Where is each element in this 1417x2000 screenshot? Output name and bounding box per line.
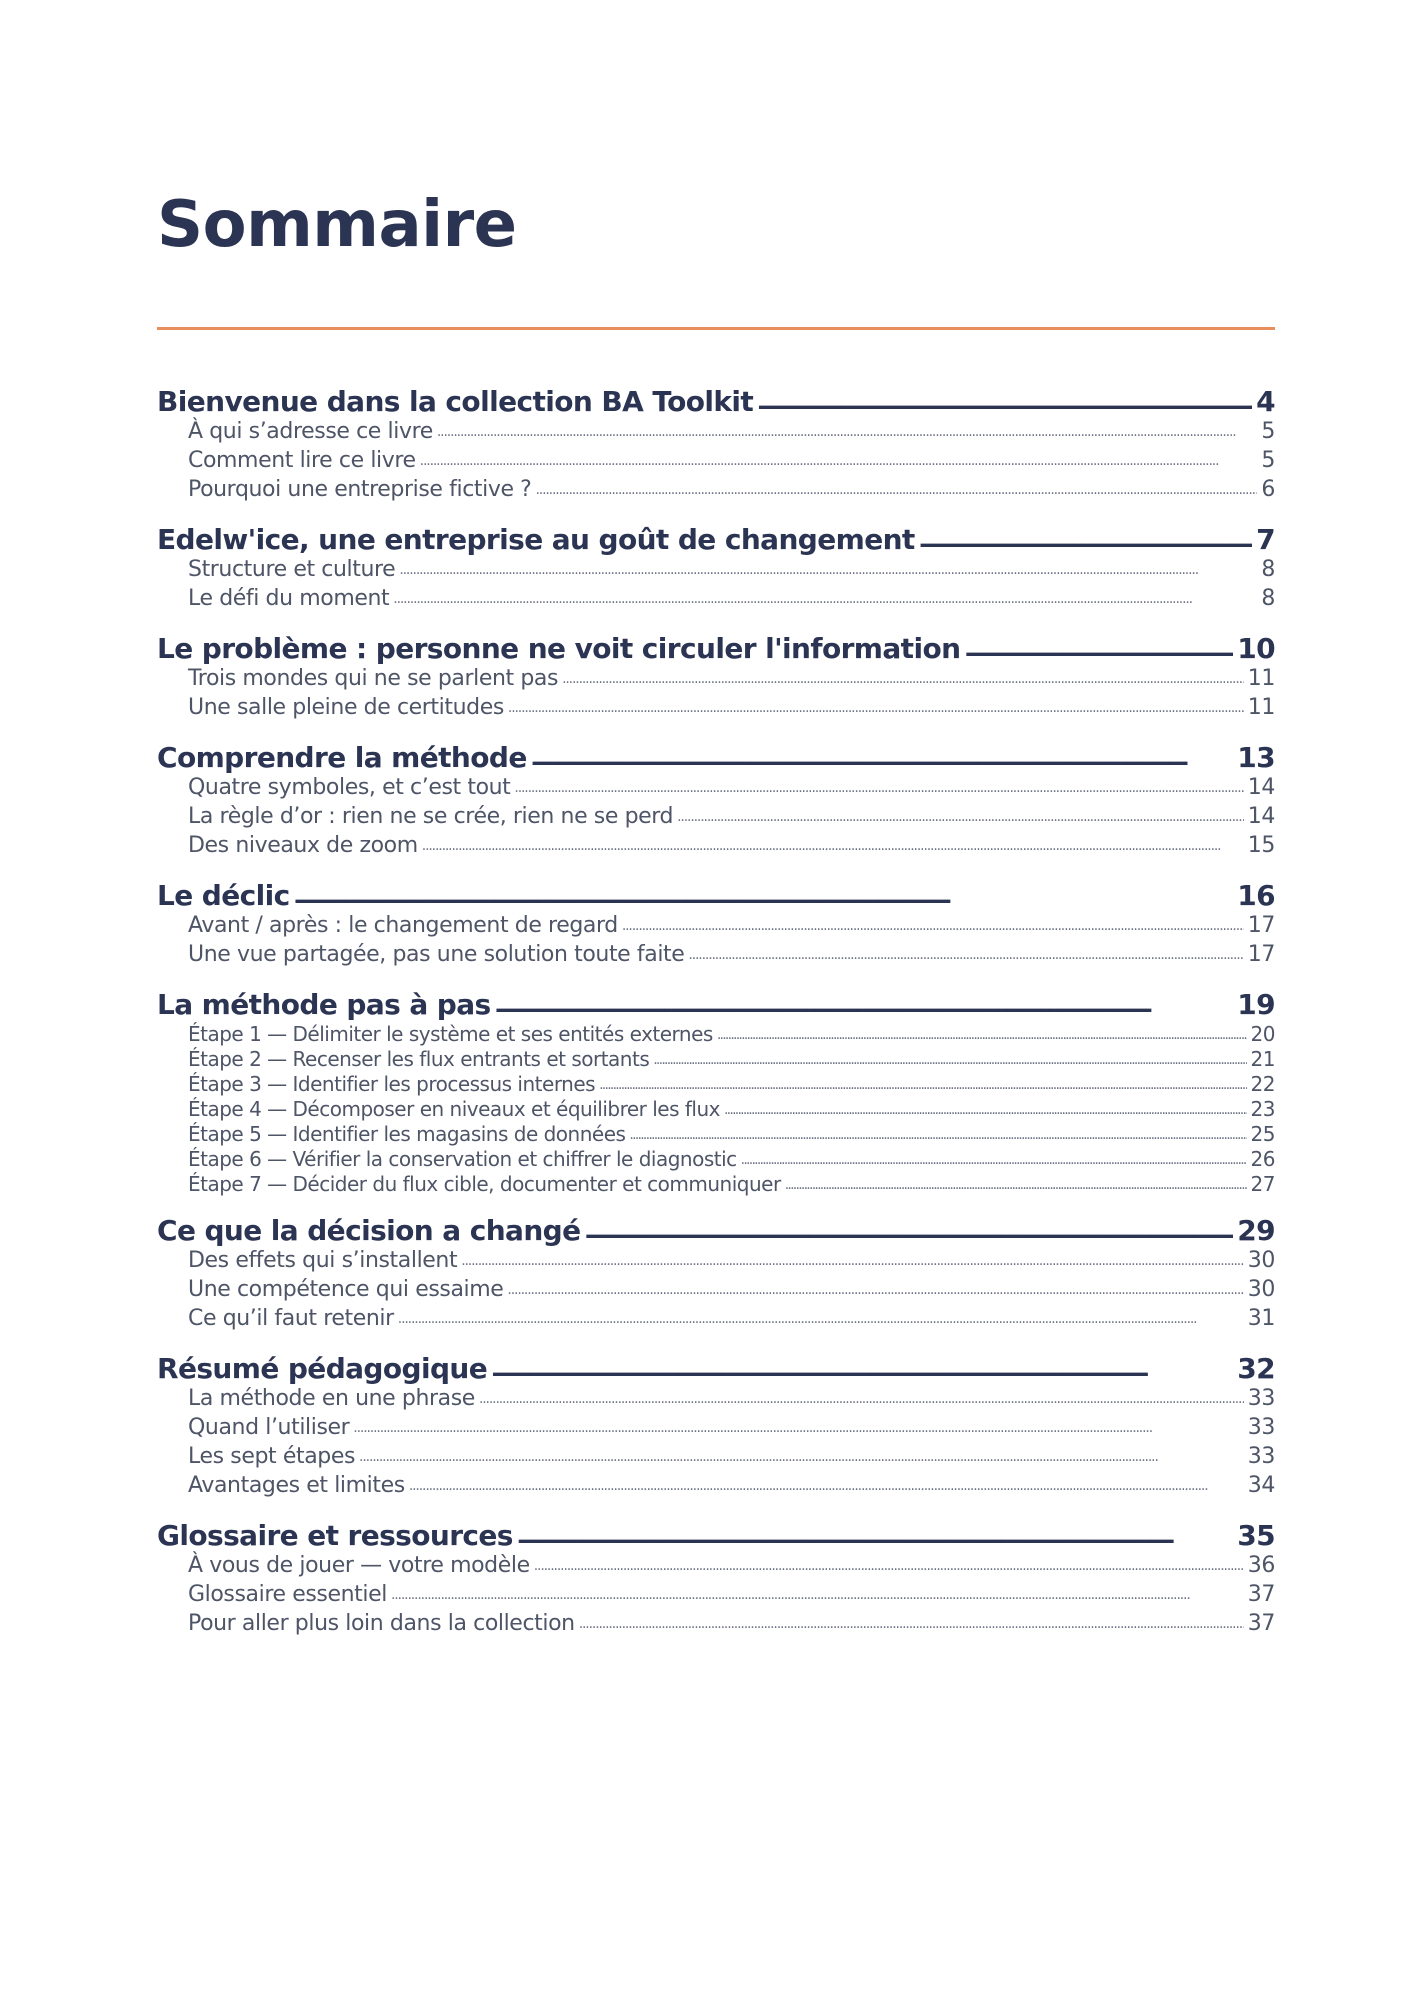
- subsection-title: Structure et culture: [188, 557, 396, 582]
- dot-leader: [461, 1253, 1244, 1269]
- dot-leader: [531, 749, 1234, 770]
- subsection-title: Étape 3 — Identifier les processus internes: [188, 1072, 596, 1096]
- toc-subsection-entry[interactable]: [157, 1473, 1275, 1502]
- subsection-page-number: 6: [1261, 477, 1275, 502]
- subsection-title: Le défi du moment: [188, 586, 390, 611]
- chapter-title: Glossaire et ressources: [157, 1519, 513, 1552]
- chapter-page-number: 32: [1237, 1352, 1275, 1385]
- subsection-title: Une compétence qui essaime: [188, 1277, 504, 1302]
- subsection-title: À vous de jouer — votre modèle: [188, 1553, 530, 1578]
- subsection-title: La méthode en une phrase: [188, 1386, 475, 1411]
- chapter-page-number: 35: [1237, 1519, 1275, 1552]
- subsection-page-number: 36: [1247, 1553, 1275, 1578]
- subsection-title: Étape 5 — Identifier les magasins de données: [188, 1122, 626, 1146]
- subsection-title: Glossaire essentiel: [188, 1582, 387, 1607]
- subsection-page-number: 11: [1247, 695, 1275, 720]
- dot-leader: [420, 453, 1258, 469]
- toc-subsection-entry[interactable]: [157, 1147, 1275, 1172]
- chapter-page-number: 13: [1237, 741, 1275, 774]
- subsection-title: Comment lire ce livre: [188, 448, 416, 473]
- dot-leader: [677, 809, 1244, 825]
- dot-leader: [508, 700, 1244, 716]
- toc-subsection-entry[interactable]: [157, 942, 1275, 971]
- subsection-title: Étape 2 — Recenser les flux entrants et sortants: [188, 1047, 650, 1071]
- subsection-title: Avantages et limites: [188, 1473, 405, 1498]
- toc-subsection-entry[interactable]: [157, 1248, 1275, 1277]
- toc-section: [157, 1352, 1275, 1502]
- chapter-page-number: 10: [1237, 632, 1275, 665]
- dot-leader: [724, 1102, 1247, 1118]
- toc-chapter-entry[interactable]: [157, 741, 1275, 775]
- toc-subsection-entry[interactable]: [157, 1172, 1275, 1197]
- dot-leader: [491, 1360, 1233, 1381]
- document-page: [157, 0, 1275, 2000]
- dot-leader: [294, 887, 1234, 908]
- subsection-title: Des niveaux de zoom: [188, 833, 418, 858]
- dot-leader: [517, 1527, 1233, 1548]
- toc-section: [157, 741, 1275, 862]
- toc-subsection-entry[interactable]: [157, 913, 1275, 942]
- subsection-title: Avant / après : le changement de regard: [188, 913, 618, 938]
- dot-leader: [585, 1222, 1234, 1243]
- subsection-page-number: 22: [1250, 1072, 1275, 1096]
- toc-subsection-entry[interactable]: [157, 804, 1275, 833]
- subsection-title: À qui s’adresse ce livre: [188, 419, 433, 444]
- dot-leader: [964, 640, 1233, 661]
- dot-leader: [717, 1027, 1247, 1043]
- toc-subsection-entry[interactable]: [157, 1277, 1275, 1306]
- dot-leader: [514, 780, 1243, 796]
- subsection-page-number: 17: [1247, 942, 1275, 967]
- dot-leader: [653, 1052, 1246, 1068]
- subsection-page-number: 31: [1247, 1306, 1275, 1331]
- chapter-title: Bienvenue dans la collection BA Toolkit: [157, 385, 754, 418]
- dot-leader: [757, 393, 1252, 414]
- toc-subsection-entry[interactable]: [157, 1097, 1275, 1122]
- toc-chapter-entry[interactable]: [157, 1352, 1275, 1386]
- toc-subsection-entry[interactable]: [157, 1072, 1275, 1097]
- subsection-title: Étape 7 — Décider du flux cible, documenter et communiquer: [188, 1172, 781, 1196]
- chapter-title: La méthode pas à pas: [157, 988, 491, 1021]
- dot-leader: [534, 1558, 1244, 1574]
- subsection-page-number: 26: [1250, 1147, 1275, 1171]
- subsection-page-number: 33: [1247, 1386, 1275, 1411]
- subsection-page-number: 34: [1247, 1473, 1275, 1498]
- subsection-page-number: 30: [1247, 1248, 1275, 1273]
- dot-leader: [399, 562, 1257, 578]
- subsection-page-number: 37: [1247, 1582, 1275, 1607]
- dot-leader: [579, 1616, 1244, 1632]
- subsection-title: La règle d’or : rien ne se crée, rien ne se perd: [188, 804, 674, 829]
- dot-leader: [422, 838, 1244, 854]
- toc-chapter-entry[interactable]: [157, 879, 1275, 913]
- subsection-page-number: 33: [1247, 1444, 1275, 1469]
- toc-section: [157, 879, 1275, 971]
- chapter-page-number: 16: [1237, 879, 1275, 912]
- toc-subsection-entry[interactable]: [157, 833, 1275, 862]
- toc-section: [157, 632, 1275, 724]
- subsection-title: Une vue partagée, pas une solution toute faite: [188, 942, 685, 967]
- chapter-page-number: 19: [1237, 988, 1275, 1021]
- page-title: Sommaire: [157, 188, 517, 262]
- subsection-title: Étape 4 — Décomposer en niveaux et équilibrer les flux: [188, 1097, 720, 1121]
- toc-section: [157, 1519, 1275, 1640]
- toc-subsection-entry[interactable]: [157, 775, 1275, 804]
- dot-leader: [393, 591, 1257, 607]
- dot-leader: [599, 1077, 1246, 1093]
- dot-leader: [495, 996, 1234, 1017]
- chapter-page-number: 29: [1237, 1214, 1275, 1247]
- toc-section: [157, 385, 1275, 506]
- toc-subsection-entry[interactable]: [157, 1306, 1275, 1335]
- toc-chapter-entry[interactable]: [157, 1214, 1275, 1248]
- dot-leader: [479, 1391, 1244, 1407]
- subsection-title: Ce qu’il faut retenir: [188, 1306, 394, 1331]
- subsection-page-number: 15: [1247, 833, 1275, 858]
- toc-chapter-entry[interactable]: [157, 988, 1275, 1022]
- toc-chapter-entry[interactable]: [157, 632, 1275, 666]
- chapter-title: Résumé pédagogique: [157, 1352, 488, 1385]
- dot-leader: [919, 531, 1252, 552]
- toc-subsection-entry[interactable]: [157, 557, 1275, 586]
- subsection-page-number: 25: [1250, 1122, 1275, 1146]
- toc-subsection-entry[interactable]: [157, 1444, 1275, 1473]
- dot-leader: [629, 1127, 1246, 1143]
- toc-chapter-entry[interactable]: [157, 385, 1275, 419]
- toc-chapter-entry[interactable]: [157, 1519, 1275, 1553]
- dot-leader: [622, 918, 1244, 934]
- chapter-title: Le déclic: [157, 879, 290, 912]
- subsection-page-number: 37: [1247, 1611, 1275, 1636]
- subsection-page-number: 17: [1247, 913, 1275, 938]
- toc-subsection-entry[interactable]: [157, 1047, 1275, 1072]
- toc-subsection-entry[interactable]: [157, 1582, 1275, 1611]
- subsection-title: Pour aller plus loin dans la collection: [188, 1611, 575, 1636]
- subsection-page-number: 14: [1247, 804, 1275, 829]
- dot-leader: [391, 1587, 1244, 1603]
- subsection-page-number: 33: [1247, 1415, 1275, 1440]
- subsection-page-number: 30: [1247, 1277, 1275, 1302]
- subsection-page-number: 11: [1247, 666, 1275, 691]
- dot-leader: [562, 671, 1244, 687]
- toc-subsection-entry[interactable]: [157, 448, 1275, 477]
- subsection-title: Des effets qui s’installent: [188, 1248, 458, 1273]
- toc-section: [157, 1214, 1275, 1335]
- dot-leader: [409, 1478, 1244, 1494]
- chapter-title: Le problème : personne ne voit circuler l'information: [157, 632, 961, 665]
- dot-leader: [507, 1282, 1243, 1298]
- subsection-page-number: 8: [1261, 586, 1275, 611]
- subsection-page-number: 8: [1261, 557, 1275, 582]
- subsection-title: Étape 1 — Délimiter le système et ses entités externes: [188, 1022, 713, 1046]
- subsection-page-number: 20: [1250, 1022, 1275, 1046]
- subsection-page-number: 14: [1247, 775, 1275, 800]
- toc-subsection-entry[interactable]: [157, 586, 1275, 615]
- dot-leader: [398, 1311, 1244, 1327]
- subsection-page-number: 27: [1250, 1172, 1275, 1196]
- toc-subsection-entry[interactable]: [157, 1553, 1275, 1582]
- subsection-page-number: 23: [1250, 1097, 1275, 1121]
- chapter-page-number: 4: [1256, 385, 1275, 418]
- subsection-title: Étape 6 — Vérifier la conservation et chiffrer le diagnostic: [188, 1147, 737, 1171]
- dot-leader: [353, 1420, 1244, 1436]
- subsection-title: Quand l’utiliser: [188, 1415, 350, 1440]
- title-divider: [157, 327, 1275, 330]
- subsection-title: Trois mondes qui ne se parlent pas: [188, 666, 559, 691]
- dot-leader: [785, 1177, 1247, 1193]
- subsection-page-number: 21: [1250, 1047, 1275, 1071]
- subsection-title: Une salle pleine de certitudes: [188, 695, 504, 720]
- toc-subsection-entry[interactable]: [157, 1611, 1275, 1640]
- dot-leader: [535, 482, 1257, 498]
- toc-section: [157, 988, 1275, 1197]
- subsection-title: Les sept étapes: [188, 1444, 356, 1469]
- dot-leader: [437, 424, 1258, 440]
- table-of-contents: [157, 385, 1275, 1657]
- toc-chapter-entry[interactable]: [157, 523, 1275, 557]
- chapter-page-number: 7: [1256, 523, 1275, 556]
- toc-subsection-entry[interactable]: [157, 666, 1275, 695]
- toc-subsection-entry[interactable]: [157, 477, 1275, 506]
- subsection-page-number: 5: [1261, 419, 1275, 444]
- toc-subsection-entry[interactable]: [157, 695, 1275, 724]
- dot-leader: [688, 947, 1243, 963]
- chapter-title: Ce que la décision a changé: [157, 1214, 581, 1247]
- chapter-title: Comprendre la méthode: [157, 741, 527, 774]
- toc-section: [157, 523, 1275, 615]
- toc-subsection-entry[interactable]: [157, 419, 1275, 448]
- toc-subsection-entry[interactable]: [157, 1122, 1275, 1147]
- subsection-title: Quatre symboles, et c’est tout: [188, 775, 511, 800]
- toc-subsection-entry[interactable]: [157, 1022, 1275, 1047]
- toc-subsection-entry[interactable]: [157, 1415, 1275, 1444]
- subsection-title: Pourquoi une entreprise fictive ?: [188, 477, 532, 502]
- toc-subsection-entry[interactable]: [157, 1386, 1275, 1415]
- chapter-title: Edelw'ice, une entreprise au goût de changement: [157, 523, 915, 556]
- subsection-page-number: 5: [1261, 448, 1275, 473]
- dot-leader: [359, 1449, 1244, 1465]
- dot-leader: [741, 1152, 1247, 1168]
